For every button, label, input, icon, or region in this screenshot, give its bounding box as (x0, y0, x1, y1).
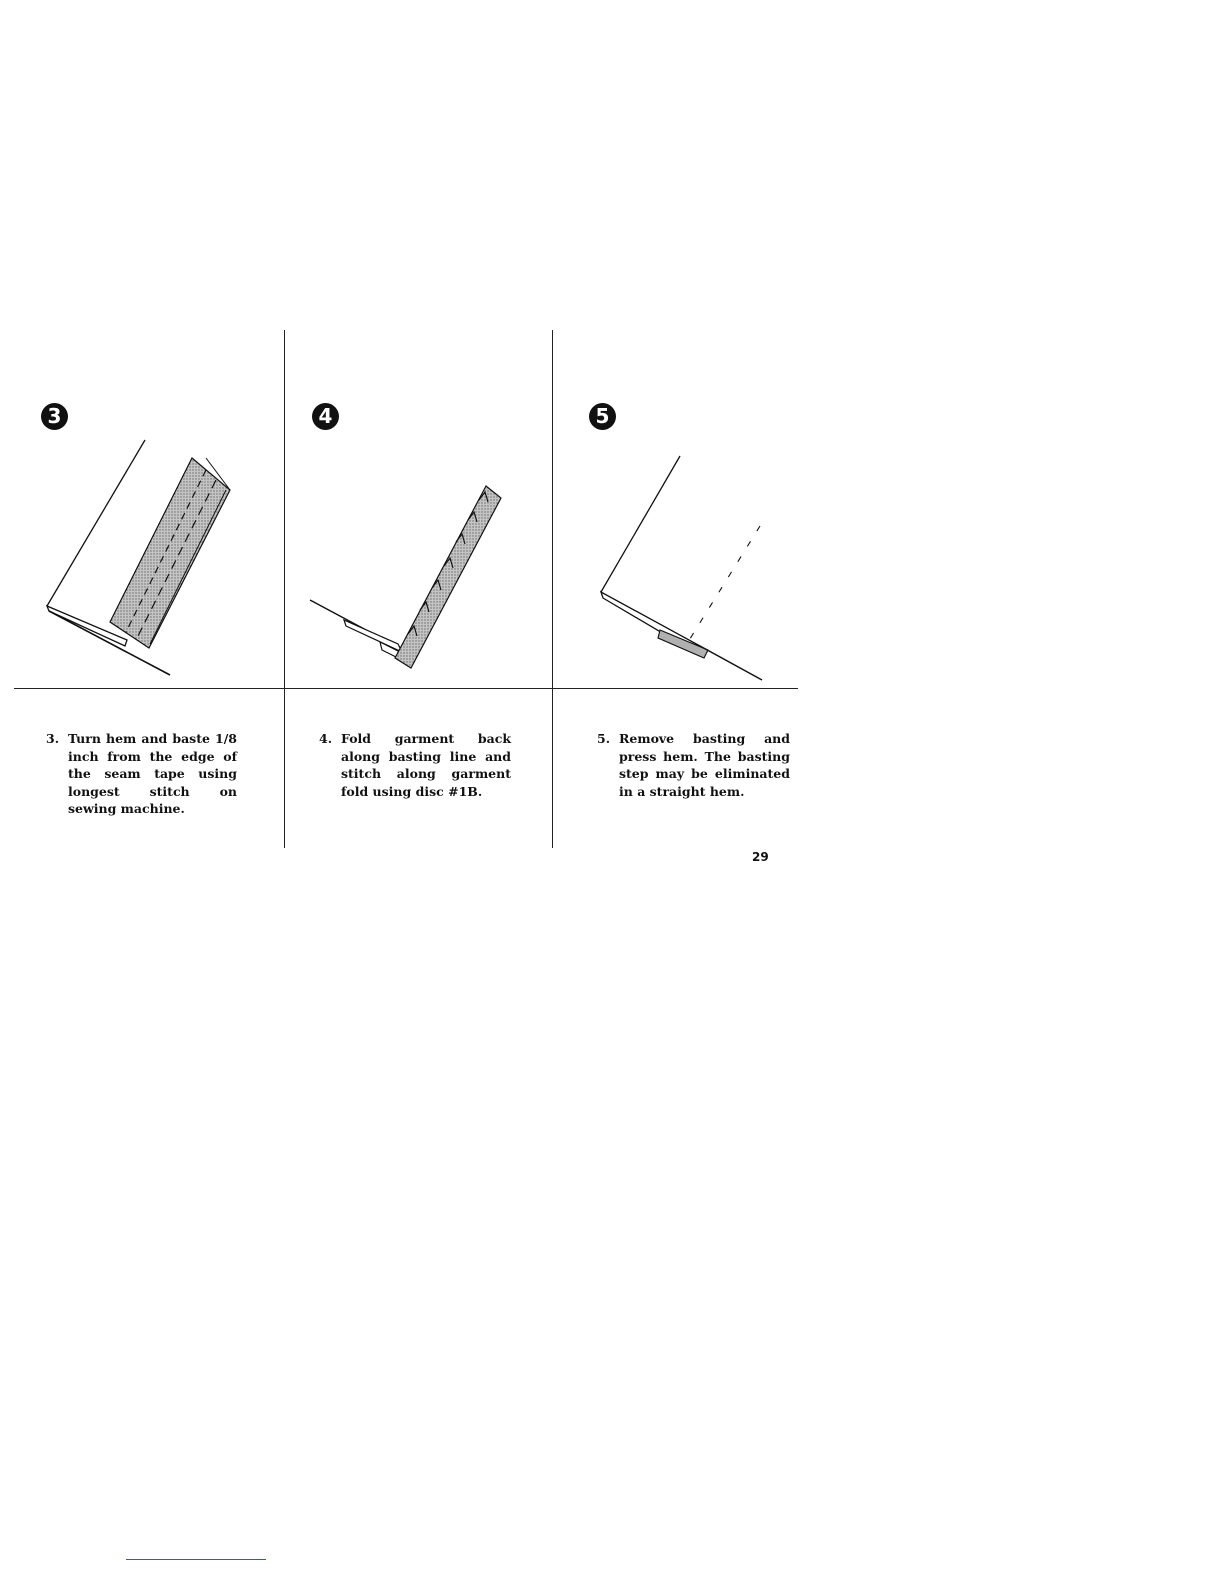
step-5-badge: 5 (589, 403, 616, 430)
step-5-instruction (597, 730, 790, 800)
basting-trace (688, 526, 760, 642)
step-5-number: 5. (597, 731, 611, 746)
step-3-diagram (30, 430, 270, 690)
column-divider-2 (552, 330, 553, 848)
step-4-diagram (298, 430, 548, 690)
seam-tape (395, 486, 501, 668)
step-3-number: 3. (46, 731, 60, 746)
step-3-text: Turn hem and baste 1/8 inch from the edge of the seam tape using longest stitch on sewing machine. (68, 731, 237, 817)
step-5-text: Remove basting and press hem. The basting step may be eliminated in a straight hem. (619, 731, 790, 799)
column-divider-1 (284, 330, 285, 848)
step-3-instruction (46, 730, 237, 818)
page-number: 29 (752, 850, 769, 864)
step-4-number: 4. (319, 731, 333, 746)
step-4-instruction (319, 730, 511, 800)
step-3-badge: 3 (41, 403, 68, 430)
garment-line (601, 456, 680, 592)
garment-fold (344, 620, 402, 652)
step-5-diagram (588, 430, 818, 690)
step-4-text: Fold garment back along basting line and stitch along garment fold using disc #1B. (341, 731, 511, 799)
seam-tape (658, 630, 708, 658)
link-underline (126, 1559, 266, 1560)
seam-tape (110, 458, 230, 648)
step-4-badge: 4 (312, 403, 339, 430)
